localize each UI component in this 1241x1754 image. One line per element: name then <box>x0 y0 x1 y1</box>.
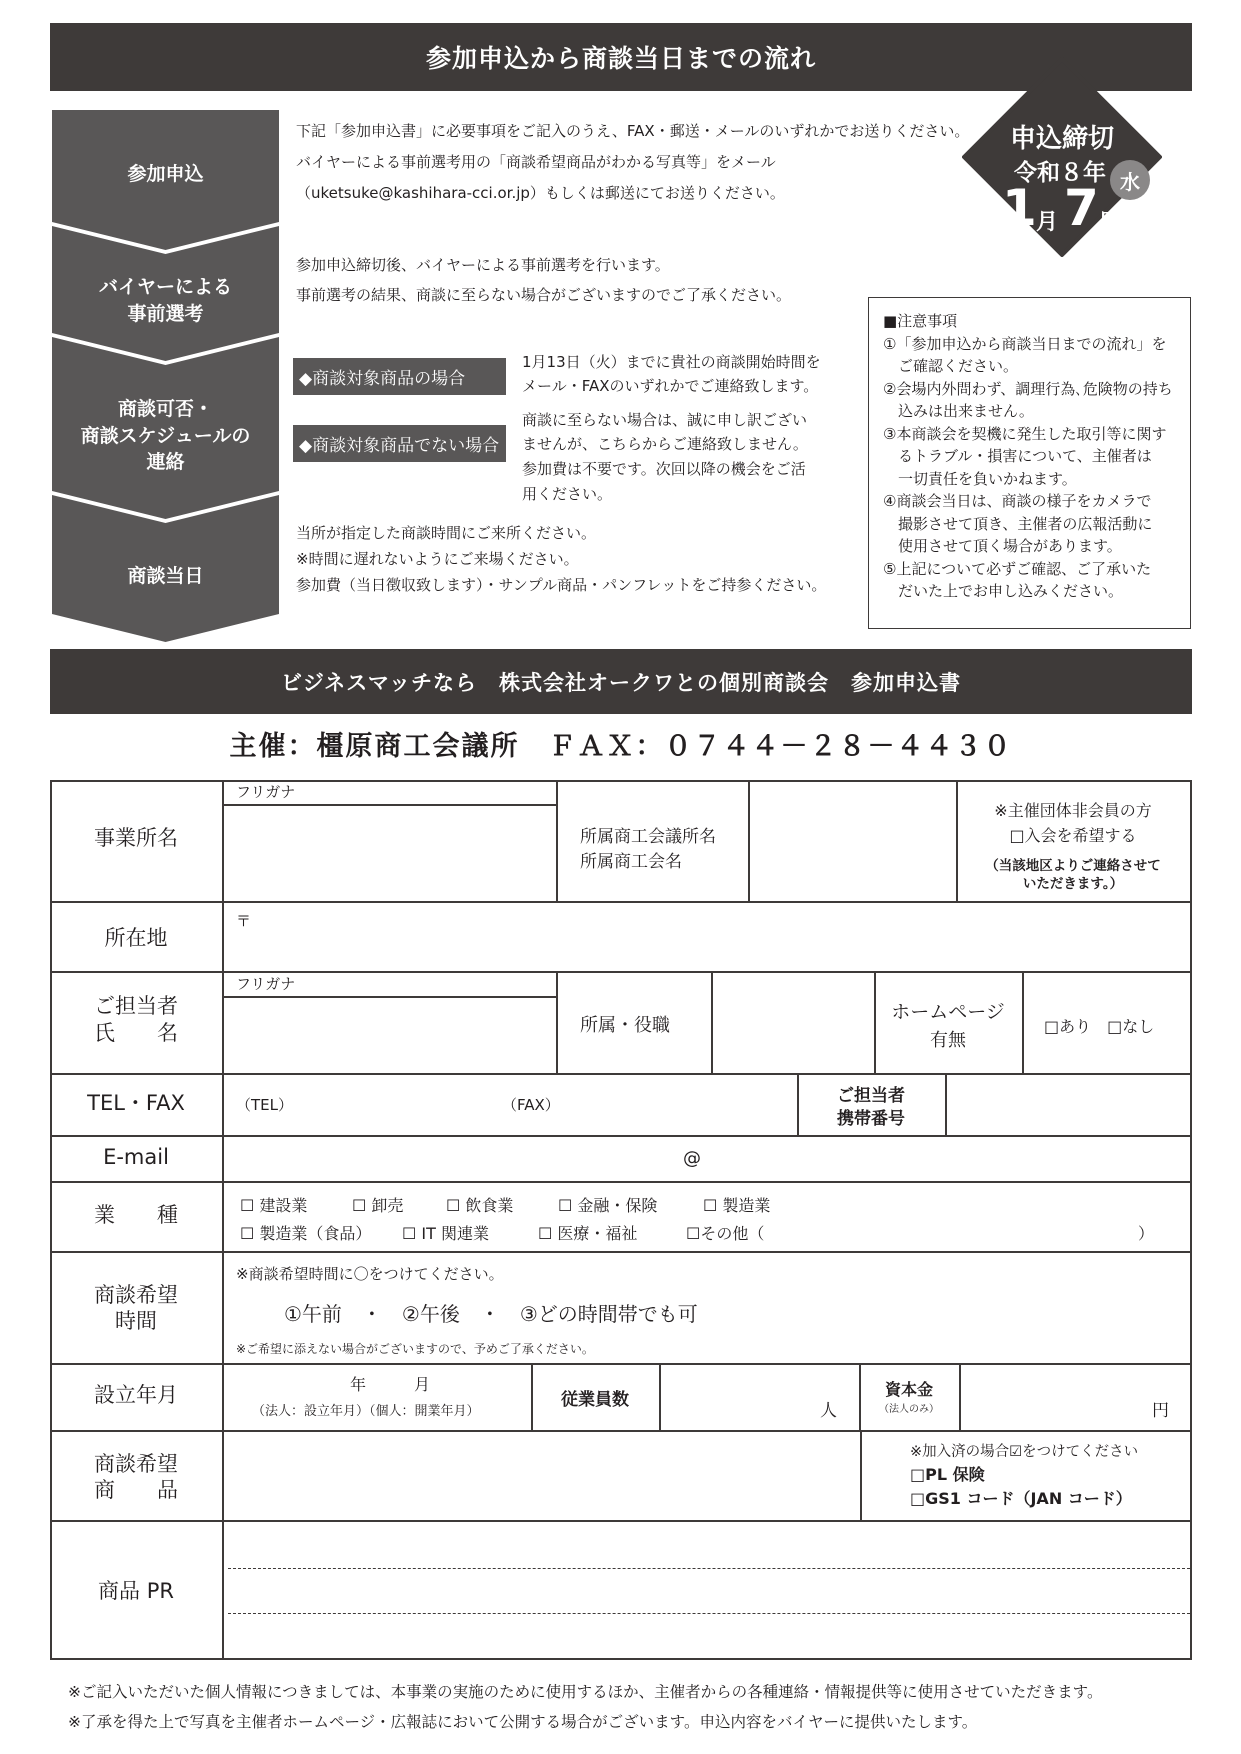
apply-text-3: （uketsuke@kashihara-cci.or.jp）もしくは郵送にてお送りください。 <box>296 184 785 202</box>
employees-input[interactable] <box>661 1365 858 1429</box>
chamber-label-1: 所属商工会議所名 <box>580 827 716 847</box>
industry-option[interactable]: ☐ 製造業（食品） <box>240 1224 372 1243</box>
year-month-label: 年 月 <box>350 1375 431 1394</box>
deadline-weekday-badge: 水 <box>1110 160 1150 200</box>
select-text-2: 事前選考の結果、商談に至らない場合がございますのでご了承ください。 <box>296 286 792 304</box>
notes-item: ③本商談会を契機に発生した取引等に関す るトラブル・損害について、主催者は 一切責任を負いかねます。 <box>883 424 1167 488</box>
label-address: 所在地 <box>104 926 168 950</box>
address-input[interactable] <box>224 903 1188 969</box>
deadline-day-number: 7 <box>1064 179 1099 237</box>
tag-nontarget-product: ◆商談対象商品でない場合 <box>293 425 506 462</box>
tel-fax-input[interactable] <box>224 1075 796 1134</box>
label-industry: 業 種 <box>94 1203 178 1227</box>
chamber-input[interactable] <box>750 782 955 900</box>
nontarget-text-3: 参加費は不要です。次回以降の機会をご活 <box>522 460 806 478</box>
day-text-1: 当所が指定した商談時間にご来所ください。 <box>296 524 597 542</box>
industry-option[interactable]: ☐ 卸売 <box>352 1196 404 1215</box>
step-label-day: 商談当日 <box>127 564 204 587</box>
flow-banner: 参加申込から商談当日までの流れ <box>50 23 1192 91</box>
founded-note: （法人：設立年月）（個人：開業年月） <box>252 1404 480 1419</box>
col-divider <box>556 971 558 1074</box>
label-homepage-1: ホームページ <box>891 1001 1005 1023</box>
label-product-pr: 商品 PR <box>98 1579 174 1603</box>
apply-text-1: 下記「参加申込書」に必要事項をご記入のうえ、FAX・郵送・メールのいずれかでお送りください。 <box>296 122 970 140</box>
people-unit: 人 <box>820 1401 837 1421</box>
label-employees: 従業員数 <box>561 1390 629 1410</box>
yen-unit: 円 <box>1152 1401 1169 1421</box>
industry-option[interactable]: ☐ 医療・福祉 <box>538 1224 638 1243</box>
tel-label: （TEL） <box>236 1096 293 1114</box>
furigana-label: フリガナ <box>236 975 296 993</box>
label-capital: 資本金 <box>884 1380 933 1399</box>
join-checkbox[interactable]: □入会を希望する <box>1009 826 1137 845</box>
notes-item: ②会場内外問わず、調理行為､危険物の持ち 込みは出来ません。 <box>883 379 1173 420</box>
nonmember-contact-note: いただきます。） <box>1022 876 1124 892</box>
business-name-input[interactable] <box>224 806 555 900</box>
at-mark: @ <box>683 1148 701 1169</box>
chamber-label-2: 所属商工会名 <box>580 852 682 872</box>
label-time-1: 商談希望 <box>94 1283 178 1307</box>
label-product-1: 商談希望 <box>94 1452 178 1476</box>
insured-note: ※加入済の場合☑をつけてください <box>910 1444 1139 1460</box>
form-banner: ビジネスマッチなら 株式会社オークワとの個別商談会 参加申込書 <box>50 649 1192 714</box>
industry-option[interactable]: ☐ IT 関連業 <box>402 1224 490 1243</box>
step-label-select: バイヤーによる 事前選考 <box>98 276 232 325</box>
col-divider <box>1022 971 1024 1074</box>
industry-option[interactable]: ☐ 建設業 <box>240 1196 308 1215</box>
deadline-title: 申込締切 <box>1009 124 1114 154</box>
form-border-right <box>1190 780 1192 1660</box>
label-email: E-mail <box>103 1145 169 1169</box>
notes-item: ①「参加申込から商談当日までの流れ」を ご確認ください。 <box>883 334 1167 375</box>
target-text-1: 1月13日（火）までに貴社の商談開始時間を <box>522 353 821 371</box>
row-divider <box>50 971 1192 973</box>
deadline-month-number: 1 <box>1002 179 1037 237</box>
label-contact-1: ご担当者 <box>94 994 178 1018</box>
label-business-name: 事業所名 <box>94 826 178 850</box>
label-founded: 設立年月 <box>94 1383 178 1407</box>
day-text-2: ※時間に遅れないようにご来場ください。 <box>296 550 579 568</box>
footer-privacy-note: ※ご記入いただいた個人情報につきましては、本事業の実施のために使用するほか、主催者からの各種連絡・情報提供等に使用させていただきます。 <box>68 1683 1103 1701</box>
notes-item: ④商談会当日は、商談の様子をカメラで 撮影させて頂き、主催者の広報活動に 使用させて頂く場合があります。 <box>883 492 1153 555</box>
label-contact-2: 氏 名 <box>94 1021 178 1045</box>
industry-option[interactable]: ☐ 金融・保険 <box>558 1196 658 1215</box>
time-options[interactable]: ①午前 ・ ②午後 ・ ③どの時間帯でも可 <box>284 1302 698 1326</box>
product-pr-input[interactable] <box>224 1522 1188 1657</box>
row-divider <box>50 1251 1192 1253</box>
day-text-3: 参加費（当日徴収致します）・サンプル商品・パンフレットをご持参ください。 <box>296 576 827 594</box>
capital-input[interactable] <box>961 1365 1188 1429</box>
label-time-2: 時間 <box>115 1309 157 1333</box>
deadline-day-unit: 日 <box>1098 210 1121 235</box>
col-divider <box>860 1430 862 1521</box>
label-mobile-2: 携帯番号 <box>837 1109 905 1129</box>
select-text-1: 参加申込締切後、バイヤーによる事前選考を行います。 <box>296 256 670 274</box>
mobile-input[interactable] <box>947 1075 1189 1134</box>
deadline-month-unit: 月 <box>1036 210 1059 235</box>
homepage-checkboxes[interactable]: □あり □なし <box>1044 1017 1155 1036</box>
industry-option[interactable]: ☐ 製造業 <box>703 1196 771 1215</box>
application-form <box>50 780 1192 1660</box>
nontarget-text-4: 用ください。 <box>522 485 613 503</box>
time-caution: ※ご希望に添えない場合がございますので、予めご了承ください。 <box>236 1342 594 1356</box>
capital-note: （法人のみ） <box>879 1404 939 1415</box>
industry-other-close: ） <box>1138 1224 1155 1243</box>
label-tel-fax: TEL・FAX <box>87 1091 185 1115</box>
target-text-2: メール・FAXのいずれかでご連絡致します。 <box>522 377 819 395</box>
product-input[interactable] <box>224 1432 859 1519</box>
footer-photo-note: ※了承を得た上で写真を主催者ホームページ・広報誌において公開する場合がございます。申込内容をバイヤーに提供いたします。 <box>68 1713 978 1731</box>
label-homepage-2: 有無 <box>930 1030 966 1051</box>
nontarget-text-1: 商談に至らない場合は、誠に申し訳ござい <box>522 411 808 429</box>
furigana-label: フリガナ <box>236 783 296 801</box>
industry-option-other[interactable]: ☐その他（ <box>686 1224 765 1243</box>
label-product-2: 商 品 <box>94 1478 178 1502</box>
label-dept: 所属・役職 <box>580 1015 670 1036</box>
gs1-code-checkbox[interactable]: □GS1 コード（JAN コード） <box>910 1489 1132 1508</box>
industry-option[interactable]: ☐ 飲食業 <box>446 1196 514 1215</box>
step-label-contact: 商談可否・ 商談スケジュールの 連絡 <box>80 398 251 474</box>
time-instruction: ※商談希望時間に〇をつけてください。 <box>236 1265 504 1283</box>
email-input[interactable] <box>224 1137 1188 1180</box>
label-mobile-1: ご担当者 <box>837 1086 905 1106</box>
pl-insurance-checkbox[interactable]: □PL 保険 <box>910 1465 985 1484</box>
step-label-apply: 参加申込 <box>127 162 204 185</box>
postal-mark: 〒 <box>236 912 252 930</box>
notes-box <box>868 297 1191 629</box>
nontarget-text-2: ませんが、こちらからご連絡致しません。 <box>522 435 808 453</box>
dept-input[interactable] <box>713 973 873 1072</box>
nonmember-note: ※主催団体非会員の方 <box>994 801 1152 820</box>
col-divider <box>556 780 558 902</box>
apply-text-2: バイヤーによる事前選考用の「商談希望商品がわかる写真等」をメール <box>296 153 776 171</box>
founded-input[interactable] <box>224 1365 530 1429</box>
notes-title: ■注意事項 <box>883 312 958 330</box>
fax-label: （FAX） <box>502 1096 560 1114</box>
tag-target-product: ◆商談対象商品の場合 <box>293 358 506 395</box>
deadline-era: 令和８年 <box>1014 160 1106 186</box>
organizer-fax-line: 主催：橿原商工会議所 ＦＡＸ：０７４４－２８－４４３０ <box>229 731 1013 762</box>
nonmember-contact-note: （当該地区よりご連絡させて <box>985 858 1161 874</box>
contact-name-input[interactable] <box>224 998 555 1072</box>
row-divider <box>50 1181 1192 1183</box>
notes-item: ⑤上記について必ずご確認、ご了承いた だいた上でお申し込みください。 <box>883 559 1152 600</box>
